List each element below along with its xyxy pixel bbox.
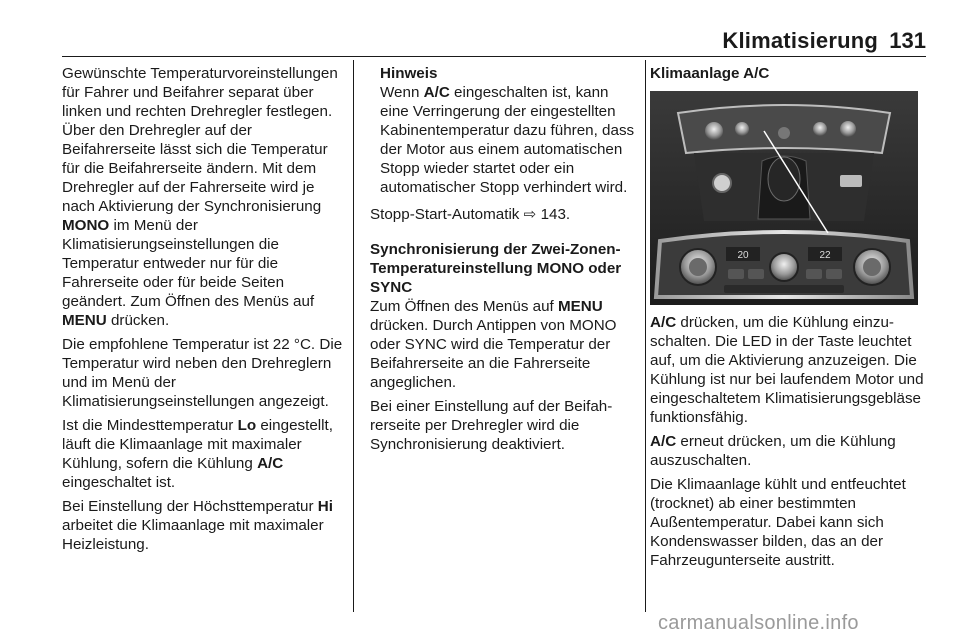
- panel-button-1: [728, 269, 744, 279]
- lower-button-strip: [724, 285, 844, 293]
- menu-label: MENU: [62, 312, 107, 329]
- climate-control-photo: [650, 91, 918, 305]
- column-3: [650, 64, 928, 575]
- paragraph-temperature-presets: Gewünschte Temperaturvoreinstellungen für Fahrer und Beifahrer separat über linken und rechten Drehregler festlegen. Über den Drehregler auf der Beifahrerseite lässt sich die Temperatur für die Beifahrerseite ändern. Mit dem Drehregler auf der Fahrerseite wird je nach Aktivierung der Synchronisierung MONO im Menü der Klimatisierungseinstellungen die Temperatur entweder nur für die Fahrerseite oder für beide Seiten geändert. Zum Öffnen des Menüs auf MENU drücken.: [62, 65, 338, 329]
- page-title: Klimatisierung: [722, 28, 878, 53]
- paragraph-recommended-temperature: Die empfohlene Temperatur ist 22 °C. Die Temperatur wird neben den Drehreglern und im Menü der Klimatisierungseinstellungen angezeigt.: [62, 336, 343, 410]
- page-number: 131: [889, 28, 926, 53]
- figure-title: Klimaanlage A/C: [650, 65, 770, 82]
- header-divider: [62, 56, 926, 57]
- note-title: Hinweis: [380, 65, 438, 82]
- cross-reference: Stopp-Start-Automatik ⇨ 143.: [370, 206, 571, 223]
- ac-label: A/C: [423, 84, 450, 101]
- left-display-temp: 20: [737, 250, 749, 261]
- column-divider-1: [353, 60, 354, 612]
- column-2: [370, 64, 636, 459]
- button-4: [840, 121, 856, 137]
- paragraph-sync: Zum Öffnen des Menüs auf MENU drücken. Durch Antippen von MONO oder SYNC wird die Temperatur der Beifahrerseite an die Fahrerseite angeglichen.: [370, 298, 617, 391]
- column-divider-2: [645, 60, 646, 612]
- ac-label: A/C: [257, 455, 284, 472]
- lo-label: Lo: [237, 417, 257, 434]
- paragraph-maximum-temperature: Bei Einstellung der Höchsttemperatur Hi arbeitet die Klimaanlage mit maximaler Heizleistung.: [62, 498, 333, 553]
- paragraph-minimum-temperature: Ist die Mindesttemperatur Lo eingestellt, läuft die Klimaanlage mit maximaler Kühlung, sofern die Kühlung A/C eingeschaltet ist.: [62, 417, 333, 491]
- column-1: [62, 64, 348, 559]
- paragraph-dehumidify: Die Klimaanlage kühlt und entfeuchtet (trocknet) ab einer bestimmten Außentemperatur. Dabei kann sich Kondenswasser bilden, das an der Fahrzeugunterseite austritt.: [650, 476, 906, 569]
- usb-port: [840, 175, 862, 187]
- menu-label: MENU: [557, 298, 603, 315]
- ac-label: A/C: [650, 433, 677, 450]
- right-knob-center: [863, 258, 881, 276]
- right-display-temp: 22: [819, 250, 831, 261]
- note-text: Wenn A/C eingeschalten ist, kann eine Verringerung der eingestellten Kabinentemperatur dazu führen, dass der Motor aus einem automatischen Stopp wieder startet oder ein automatischer Stopp verhindert wird.: [380, 84, 635, 196]
- mono-label: MONO: [62, 217, 110, 234]
- button-2: [735, 122, 749, 136]
- button-3: [813, 122, 827, 136]
- note-box: [370, 64, 636, 197]
- watermark: carmanualsonline.info: [658, 612, 859, 634]
- start-button: [713, 174, 731, 192]
- paragraph-ac-off: A/C erneut drücken, um die Kühlung auszuschalten.: [650, 433, 896, 469]
- left-knob-center: [689, 258, 707, 276]
- panel-button-3: [806, 269, 822, 279]
- button-5: [778, 127, 790, 139]
- panel-button-4: [826, 269, 842, 279]
- section-heading-sync: Synchronisierung der Zwei-Zonen-Temperatureinstellung MONO oder SYNC: [370, 241, 622, 296]
- reference-arrow-icon: ⇨: [523, 206, 537, 223]
- paragraph-sync-deactivation: Bei einer Einstellung auf der Beifahrerseite per Drehregler wird die Synchronisierung deaktiviert.: [370, 398, 613, 453]
- seat-heat-button: [705, 122, 723, 140]
- ac-label: A/C: [650, 314, 677, 331]
- fan-knob: [770, 253, 798, 281]
- hi-label: Hi: [317, 498, 333, 515]
- paragraph-ac-on: A/C drücken, um die Kühlung einzuschalten. Die LED in der Taste leuchtet auf, um die Aktivierung anzuzeigen. Die Kühlung ist nur bei laufendem Motor und eingeschaltetem Klimatisierungsgebläse funktionsfähig.: [650, 314, 924, 426]
- panel-button-2: [748, 269, 764, 279]
